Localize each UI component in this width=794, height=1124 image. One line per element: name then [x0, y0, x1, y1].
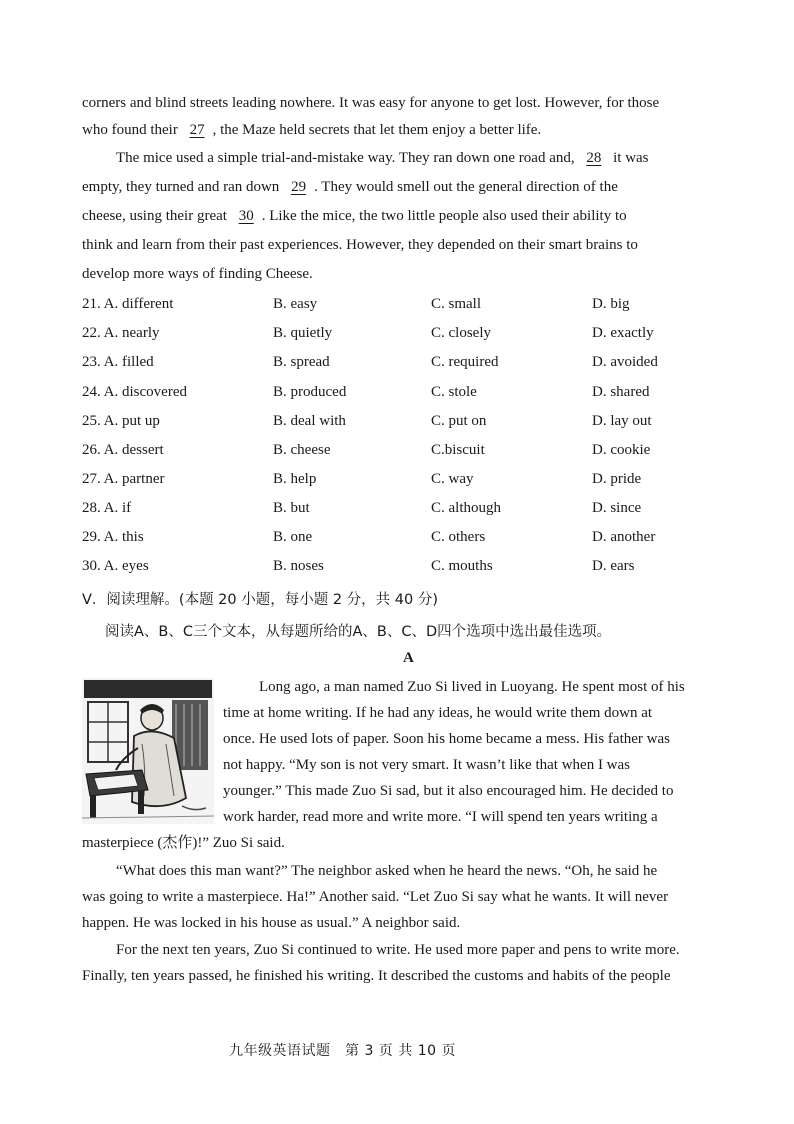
passage-line	[116, 148, 649, 168]
option-b: B. easy	[273, 296, 318, 312]
option-c: C. required	[431, 354, 499, 370]
passage-line: think and learn from their past experiences. However, they depended on their smart brains to	[82, 237, 638, 253]
section-instruction: 阅读A、B、C三个文本，从每题所给的A、B、C、D四个选项中选出最佳选项。	[105, 624, 612, 640]
passage-text: empty, they turned and ran down	[82, 179, 280, 195]
passage-line	[82, 177, 618, 197]
passage-text: . Like the mice, the two little people also used their ability to	[261, 208, 627, 224]
passage-a-line: Finally, ten years passed, he finished his writing. It described the customs and habits of the people	[82, 968, 671, 984]
option-c: C.biscuit	[431, 442, 485, 458]
question-row-21	[82, 294, 762, 314]
passage-a-line: work harder, read more and write more. “I will spend ten years writing a	[223, 809, 658, 825]
passage-line	[82, 120, 541, 140]
option-a: 22. A. nearly	[82, 325, 160, 341]
option-d: D. avoided	[592, 354, 658, 370]
blank-27: 27	[189, 122, 205, 138]
option-d: D. shared	[592, 384, 650, 400]
option-c: C. small	[431, 296, 482, 312]
question-row-26	[82, 440, 762, 460]
section-title: V．阅读理解。(本题 20 小题，每小题 2 分，共 40 分)	[82, 592, 439, 608]
question-row-24	[82, 382, 762, 402]
option-c: C. way	[431, 471, 474, 487]
option-b: B. help	[273, 471, 317, 487]
passage-a-line: “What does this man want?” The neighbor asked when he heard the news. “Oh, he said he	[116, 863, 658, 879]
option-c: C. others	[431, 529, 486, 545]
option-a: 21. A. different	[82, 296, 174, 312]
option-c: C. closely	[431, 325, 491, 341]
passage-text: who found their	[82, 122, 178, 138]
option-b: B. spread	[273, 354, 330, 370]
passage-a-line: once. He used lots of paper. Soon his home became a mess. His father was	[223, 731, 670, 747]
zuo-si-illustration	[82, 678, 214, 824]
option-a: 25. A. put up	[82, 413, 160, 429]
option-b: B. cheese	[273, 442, 331, 458]
passage-a-line: not happy. “My son is not very smart. It wasn’t like that when I was	[223, 757, 631, 773]
option-a: 28. A. if	[82, 500, 132, 516]
option-d: D. big	[592, 296, 630, 312]
option-a: 26. A. dessert	[82, 442, 164, 458]
passage-line: develop more ways of finding Cheese.	[82, 266, 313, 282]
option-a: 24. A. discovered	[82, 384, 187, 400]
passage-a-line: happen. He was locked in his house as usual.” A neighbor said.	[82, 915, 461, 931]
passage-line	[82, 206, 627, 226]
question-row-22	[82, 323, 762, 343]
passage-text: it was	[613, 150, 649, 166]
passage-line: corners and blind streets leading nowhere. It was easy for anyone to get lost. However, for those	[82, 95, 660, 111]
question-row-27	[82, 469, 762, 489]
passage-label: A	[403, 650, 414, 666]
option-d: D. since	[592, 500, 642, 516]
question-row-23	[82, 352, 762, 372]
passage-a-line: masterpiece (杰作)!” Zuo Si said.	[82, 835, 285, 851]
passage-a-line: time at home writing. If he had any ideas, he would write them down at	[223, 705, 653, 721]
passage-a-line: For the next ten years, Zuo Si continued to write. He used more paper and pens to write more.	[116, 942, 680, 958]
option-c: C. mouths	[431, 558, 493, 574]
blank-30: 30	[238, 208, 254, 224]
passage-a-line: Long ago, a man named Zuo Si lived in Luoyang. He spent most of his	[259, 679, 685, 695]
blank-28: 28	[586, 150, 602, 166]
passage-text: , the Maze held secrets that let them enjoy a better life.	[212, 122, 542, 138]
option-d: D. ears	[592, 558, 635, 574]
passage-text: cheese, using their great	[82, 208, 227, 224]
page-footer: 九年级英语试题 第 3 页 共 10 页	[229, 1043, 456, 1059]
option-d: D. exactly	[592, 325, 654, 341]
passage-a-line: was going to write a masterpiece. Ha!” Another said. “Let Zuo Si say what he wants. It will never	[82, 889, 669, 905]
option-c: C. put on	[431, 413, 487, 429]
option-d: D. pride	[592, 471, 642, 487]
option-b: B. one	[273, 529, 313, 545]
question-row-25	[82, 411, 762, 431]
passage-text: . They would smell out the general direction of the	[314, 179, 618, 195]
blank-29: 29	[291, 179, 307, 195]
option-b: B. but	[273, 500, 310, 516]
option-c: C. although	[431, 500, 501, 516]
passage-text: The mice used a simple trial-and-mistake way. They ran down one road and,	[116, 150, 575, 166]
option-c: C. stole	[431, 384, 477, 400]
passage-a-line: younger.” This made Zuo Si sad, but it also encouraged him. He decided to	[223, 783, 674, 799]
question-row-28	[82, 498, 762, 518]
question-row-30	[82, 556, 762, 576]
option-b: B. produced	[273, 384, 347, 400]
option-d: D. cookie	[592, 442, 651, 458]
option-a: 23. A. filled	[82, 354, 154, 370]
option-d: D. lay out	[592, 413, 652, 429]
option-b: B. noses	[273, 558, 324, 574]
option-d: D. another	[592, 529, 656, 545]
option-b: B. deal with	[273, 413, 346, 429]
question-row-29	[82, 527, 762, 547]
option-a: 27. A. partner	[82, 471, 165, 487]
option-a: 29. A. this	[82, 529, 144, 545]
option-b: B. quietly	[273, 325, 333, 341]
option-a: 30. A. eyes	[82, 558, 149, 574]
